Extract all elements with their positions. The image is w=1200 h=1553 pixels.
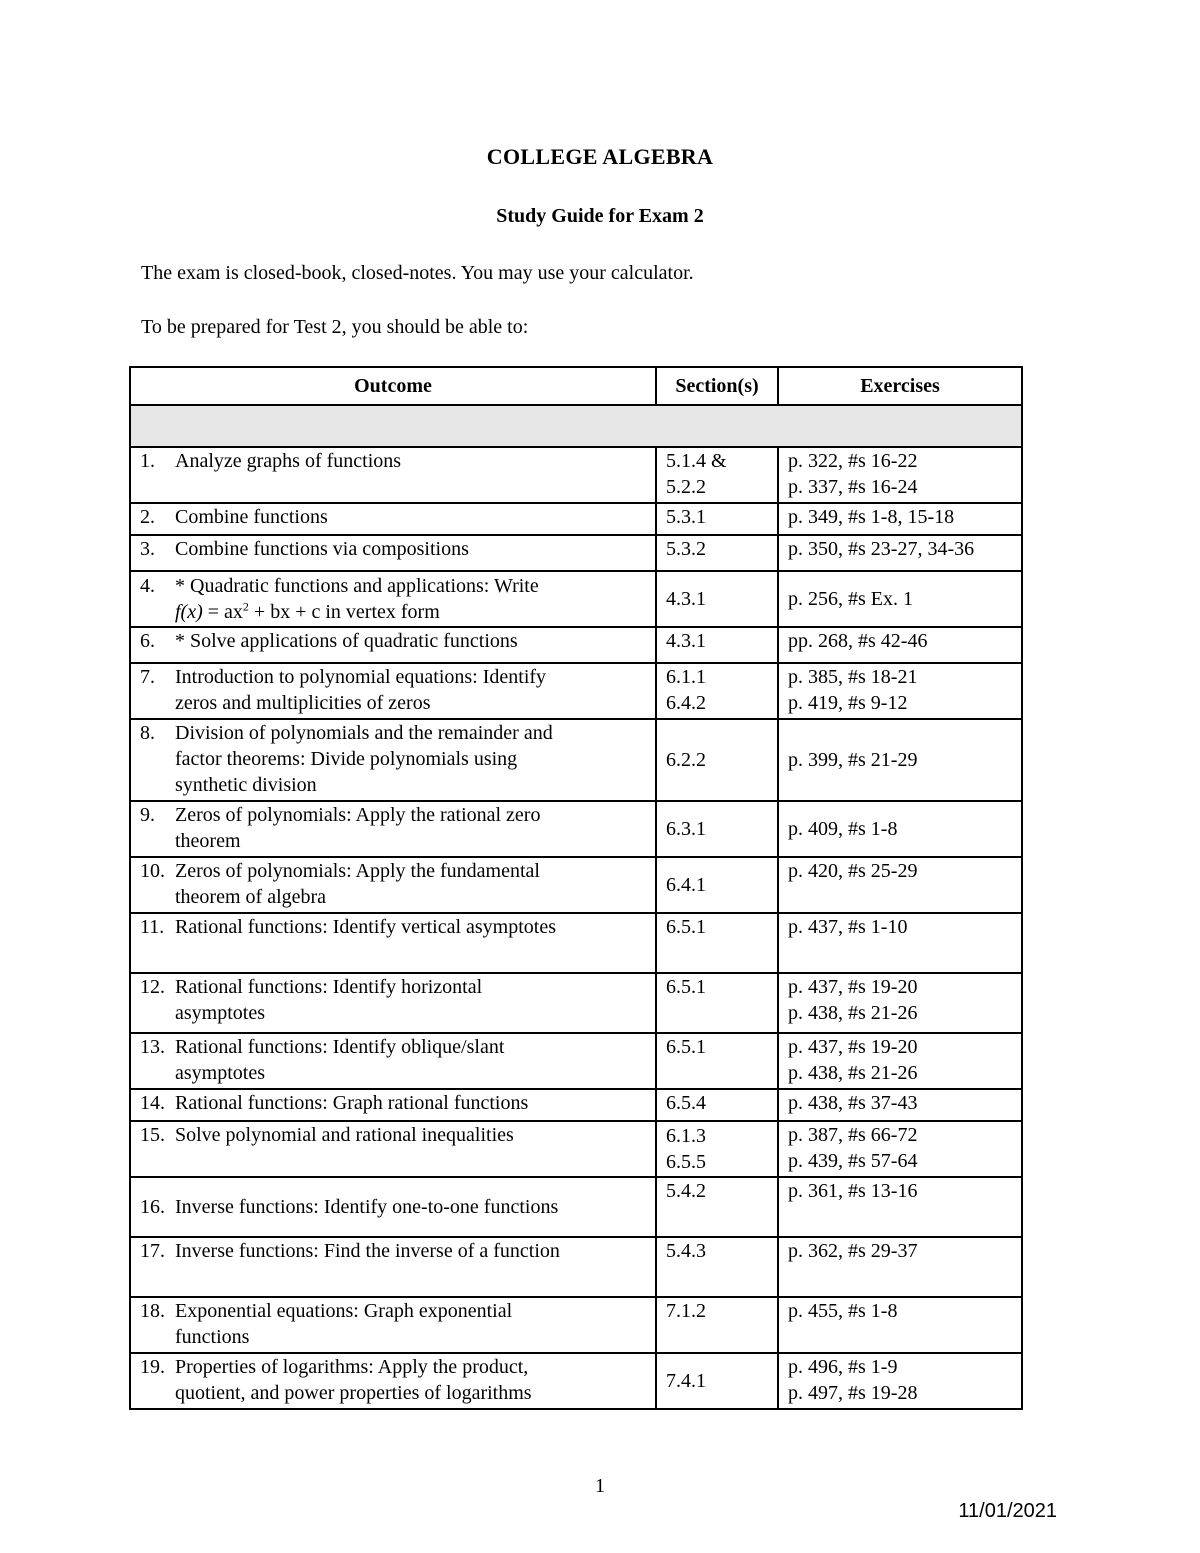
exercises-cell — [778, 801, 1022, 857]
exercises-cell — [778, 627, 1022, 663]
outcome-text — [175, 573, 655, 625]
exercises-cell — [778, 1033, 1022, 1089]
exercise-value: p. 419, #s 9-12 — [788, 692, 908, 714]
outcome-text — [175, 720, 655, 798]
section-value: 6.2.2 — [666, 749, 706, 771]
exercises-cell — [778, 1121, 1022, 1177]
outcome-text — [175, 1122, 655, 1148]
outcome-item — [140, 1090, 655, 1116]
outcome-number: 14. — [140, 1092, 165, 1114]
outcome-number: 18. — [140, 1300, 165, 1322]
exercises-cell — [778, 1297, 1022, 1353]
outcome-line: asymptotes — [175, 1002, 265, 1024]
exercise-value: pp. 268, #s 42-46 — [788, 630, 928, 652]
section-value: 5.3.2 — [666, 538, 706, 560]
section-value: 6.5.1 — [666, 916, 706, 938]
section-value: 6.4.2 — [666, 692, 706, 714]
outcome-item — [140, 504, 655, 530]
outcome-number: 2. — [140, 506, 155, 528]
exercises-cell — [778, 1237, 1022, 1297]
section-value: 5.4.3 — [666, 1240, 706, 1262]
exercises-cell — [778, 663, 1022, 719]
outcome-line: Combine functions via compositions — [175, 538, 469, 560]
section-value: 4.3.1 — [666, 588, 706, 610]
section-value: 6.4.1 — [666, 874, 706, 896]
exercises-cell — [778, 719, 1022, 801]
section-value: 6.5.4 — [666, 1092, 706, 1114]
shaded-spacer-row — [130, 405, 1022, 447]
outcome-cell — [130, 1177, 656, 1237]
section-cell — [656, 663, 778, 719]
outcome-text — [175, 1194, 655, 1220]
table-row — [130, 1297, 1022, 1353]
exercises-cell — [778, 1353, 1022, 1409]
outcome-item — [140, 914, 655, 940]
outcome-text — [175, 1354, 655, 1406]
outcome-item — [140, 1298, 655, 1350]
outcome-line: Solve polynomial and rational inequalities — [175, 1124, 514, 1146]
table-row — [130, 503, 1022, 535]
outcome-cell — [130, 719, 656, 801]
exercises-cell — [778, 1177, 1022, 1237]
outcome-number: 15. — [140, 1124, 165, 1146]
table-row — [130, 571, 1022, 627]
exercise-value: p. 350, #s 23-27, 34-36 — [788, 538, 975, 560]
table-row — [130, 1121, 1022, 1177]
outcome-line: Rational functions: Identify vertical asymptotes — [175, 916, 557, 938]
formula-equals: = ax — [202, 601, 243, 623]
table-row — [130, 1089, 1022, 1121]
outcome-line: * Quadratic functions and applications: Write — [175, 575, 539, 597]
exercise-value: p. 349, #s 1-8, 15-18 — [788, 506, 955, 528]
exercise-value: p. 322, #s 16-22 — [788, 450, 918, 472]
outcome-line: Zeros of polynomials: Apply the rational zero — [175, 804, 541, 826]
outcome-cell — [130, 1089, 656, 1121]
outcome-number: 12. — [140, 976, 165, 998]
outcome-text — [175, 536, 655, 562]
outcome-number: 9. — [140, 804, 155, 826]
section-value: 6.5.5 — [666, 1151, 706, 1173]
section-cell — [656, 627, 778, 663]
exercise-value: p. 361, #s 13-16 — [788, 1180, 918, 1202]
exercise-value: p. 399, #s 21-29 — [788, 749, 918, 771]
outcome-item — [140, 536, 655, 562]
table-header-row — [130, 367, 1022, 405]
exercises-cell — [778, 1089, 1022, 1121]
exercise-value: p. 497, #s 19-28 — [788, 1382, 918, 1404]
exercise-value: p. 496, #s 1-9 — [788, 1356, 898, 1378]
page-number: 1 — [595, 1475, 605, 1497]
outcome-cell — [130, 1033, 656, 1089]
outcome-line: asymptotes — [175, 1062, 265, 1084]
outcome-number: 3. — [140, 538, 155, 560]
section-value: 5.3.1 — [666, 506, 706, 528]
outcome-number: 16. — [140, 1196, 165, 1218]
section-value: 6.1.1 — [666, 666, 706, 688]
exercise-value: p. 437, #s 19-20 — [788, 976, 918, 998]
outcome-number: 13. — [140, 1036, 165, 1058]
exercise-value: p. 362, #s 29-37 — [788, 1240, 918, 1262]
outcome-cell — [130, 973, 656, 1033]
document-title: COLLEGE ALGEBRA — [486, 144, 714, 169]
outcome-line: zeros and multiplicities of zeros — [175, 692, 431, 714]
section-cell — [656, 1297, 778, 1353]
outcome-line: synthetic division — [175, 774, 317, 796]
exercise-value: p. 438, #s 21-26 — [788, 1062, 918, 1084]
outcome-item — [140, 1122, 655, 1148]
section-value: 7.4.1 — [666, 1370, 706, 1392]
outcome-line: functions — [175, 1326, 250, 1348]
outcome-number: 6. — [140, 630, 155, 652]
outcome-text — [175, 974, 655, 1026]
outcome-item — [140, 664, 655, 716]
table-row — [130, 627, 1022, 663]
outcome-number: 1. — [140, 450, 155, 472]
exercises-cell — [778, 857, 1022, 913]
outcome-text — [175, 628, 655, 654]
table-row — [130, 973, 1022, 1033]
section-cell — [656, 1089, 778, 1121]
exercise-value: p. 437, #s 1-10 — [788, 916, 908, 938]
outcome-text — [175, 914, 655, 940]
outcome-cell — [130, 1121, 656, 1177]
outcome-item — [140, 974, 655, 1026]
outcome-text — [175, 664, 655, 716]
document-date: 11/01/2021 — [958, 1500, 1057, 1522]
exercise-value: p. 420, #s 25-29 — [788, 860, 918, 882]
section-value: 6.5.1 — [666, 976, 706, 998]
outcome-line: Rational functions: Graph rational functions — [175, 1092, 529, 1114]
exercise-value: p. 439, #s 57-64 — [788, 1150, 918, 1172]
outcomes-table — [129, 366, 1023, 1410]
table-row — [130, 1237, 1022, 1297]
section-value: 6.1.3 — [666, 1125, 706, 1147]
section-cell — [656, 503, 778, 535]
outcome-number: 7. — [140, 666, 155, 688]
outcome-number: 8. — [140, 722, 155, 744]
table-row — [130, 913, 1022, 973]
section-value: 6.5.1 — [666, 1036, 706, 1058]
table-row — [130, 447, 1022, 503]
section-value: 4.3.1 — [666, 630, 706, 652]
header-exercises: Exercises — [778, 367, 1022, 405]
exercises-cell — [778, 913, 1022, 973]
outcome-line: Analyze graphs of functions — [175, 450, 402, 472]
outcome-cell — [130, 1297, 656, 1353]
outcome-item — [140, 802, 655, 854]
outcome-text — [175, 802, 655, 854]
table-row — [130, 801, 1022, 857]
outcome-line: Introduction to polynomial equations: Identify — [175, 666, 547, 688]
outcome-line: Inverse functions: Find the inverse of a function — [175, 1240, 560, 1262]
outcome-line: Exponential equations: Graph exponential — [175, 1300, 513, 1322]
function-notation: f(x) — [175, 601, 203, 623]
outcome-number: 11. — [140, 916, 165, 938]
outcome-number: 10. — [140, 860, 165, 882]
section-cell — [656, 1121, 778, 1177]
formula-exponent: 2 — [242, 599, 249, 614]
section-cell — [656, 1177, 778, 1237]
outcome-line: Rational functions: Identify horizontal — [175, 976, 483, 998]
outcome-line: quotient, and power properties of logarithms — [175, 1382, 532, 1404]
outcome-number: 17. — [140, 1240, 165, 1262]
outcome-line: Division of polynomials and the remainder and — [175, 722, 553, 744]
section-value: 7.1.2 — [666, 1300, 706, 1322]
section-cell — [656, 973, 778, 1033]
outcome-item — [140, 720, 655, 798]
section-value: 5.4.2 — [666, 1180, 706, 1202]
outcome-number: 19. — [140, 1356, 165, 1378]
exercises-cell — [778, 571, 1022, 627]
header-outcome: Outcome — [130, 367, 656, 405]
table-row — [130, 1177, 1022, 1237]
exercise-value: p. 385, #s 18-21 — [788, 666, 918, 688]
preparation-text: To be prepared for Test 2, you should be able to: — [141, 316, 529, 338]
table-row — [130, 1033, 1022, 1089]
section-cell — [656, 857, 778, 913]
section-cell — [656, 719, 778, 801]
outcome-line: Rational functions: Identify oblique/slant — [175, 1036, 505, 1058]
section-cell — [656, 913, 778, 973]
outcome-line: theorem — [175, 830, 241, 852]
outcome-text — [175, 448, 655, 474]
exam-rules-text: The exam is closed-book, closed-notes. You may use your calculator. — [141, 262, 694, 284]
section-cell — [656, 1033, 778, 1089]
outcome-cell — [130, 1353, 656, 1409]
outcome-cell — [130, 801, 656, 857]
exercise-value: p. 409, #s 1-8 — [788, 818, 898, 840]
section-cell — [656, 1237, 778, 1297]
outcome-item — [140, 1194, 655, 1220]
outcome-line: Inverse functions: Identify one-to-one functions — [175, 1196, 559, 1218]
outcome-text — [175, 504, 655, 530]
exercise-value: p. 337, #s 16-24 — [788, 476, 918, 498]
table-row — [130, 719, 1022, 801]
outcome-line: factor theorems: Divide polynomials using — [175, 748, 518, 770]
outcome-cell — [130, 663, 656, 719]
outcome-cell — [130, 627, 656, 663]
vertex-form-formula — [175, 599, 655, 625]
outcome-line: Zeros of polynomials: Apply the fundamental — [175, 860, 540, 882]
outcome-cell — [130, 913, 656, 973]
outcome-item — [140, 573, 655, 625]
outcome-text — [175, 1238, 655, 1264]
exercises-cell — [778, 447, 1022, 503]
outcome-cell — [130, 571, 656, 627]
outcome-text — [175, 1090, 655, 1116]
section-value: 5.2.2 — [666, 476, 706, 498]
outcome-text — [175, 858, 655, 910]
formula-rest: + bx + c in vertex form — [248, 601, 440, 623]
outcome-cell — [130, 503, 656, 535]
exercises-cell — [778, 535, 1022, 571]
outcome-text — [175, 1034, 655, 1086]
table-row — [130, 535, 1022, 571]
outcome-item — [140, 448, 655, 474]
outcome-item — [140, 858, 655, 910]
outcome-cell — [130, 857, 656, 913]
exercise-value: p. 256, #s Ex. 1 — [788, 588, 913, 610]
table-row — [130, 663, 1022, 719]
outcome-item — [140, 628, 655, 654]
exercises-cell — [778, 973, 1022, 1033]
outcome-item — [140, 1034, 655, 1086]
outcome-line: * Solve applications of quadratic functions — [175, 630, 518, 652]
exercises-cell — [778, 503, 1022, 535]
outcome-cell — [130, 535, 656, 571]
exercise-value: p. 455, #s 1-8 — [788, 1300, 898, 1322]
exercise-value: p. 438, #s 21-26 — [788, 1002, 918, 1024]
document-subtitle: Study Guide for Exam 2 — [496, 205, 704, 227]
exercise-value: p. 437, #s 19-20 — [788, 1036, 918, 1058]
outcome-line: Properties of logarithms: Apply the product, — [175, 1356, 529, 1378]
outcome-cell — [130, 1237, 656, 1297]
outcome-text — [175, 1298, 655, 1350]
section-cell — [656, 535, 778, 571]
outcome-number: 4. — [140, 575, 155, 597]
outcome-item — [140, 1238, 655, 1264]
outcome-line: Combine functions — [175, 506, 328, 528]
outcome-cell — [130, 447, 656, 503]
section-value: 5.1.4 & — [666, 450, 727, 472]
section-cell — [656, 1353, 778, 1409]
section-value: 6.3.1 — [666, 818, 706, 840]
section-cell — [656, 801, 778, 857]
outcome-item — [140, 1354, 655, 1406]
exercise-value: p. 438, #s 37-43 — [788, 1092, 918, 1114]
outcome-line: theorem of algebra — [175, 886, 327, 908]
exercise-value: p. 387, #s 66-72 — [788, 1124, 918, 1146]
section-cell — [656, 447, 778, 503]
table-row — [130, 857, 1022, 913]
table-row — [130, 1353, 1022, 1409]
section-cell — [656, 571, 778, 627]
header-sections: Section(s) — [656, 367, 778, 405]
